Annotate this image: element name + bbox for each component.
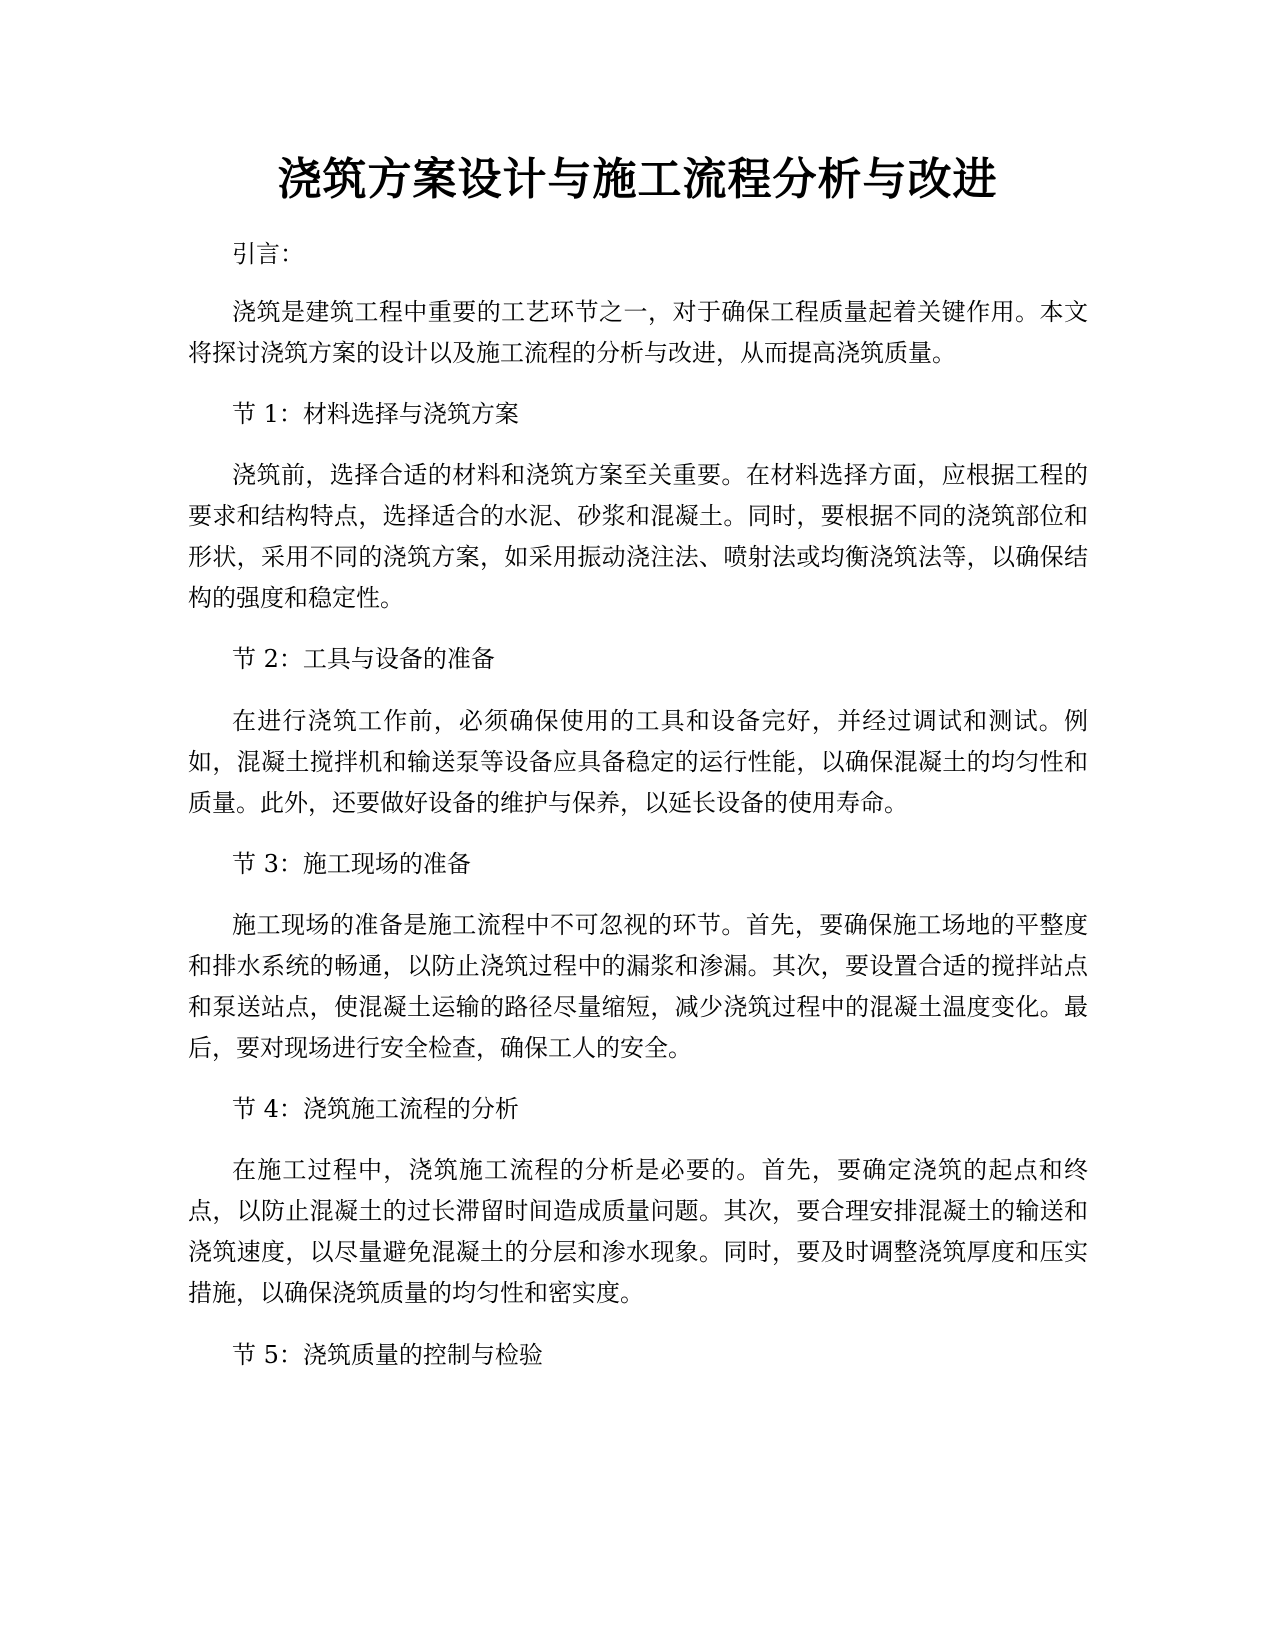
section-5-heading: 节 5：浇筑质量的控制与检验 [232,1341,543,1369]
intro-label: 引言： [232,240,304,268]
section-4-paragraph: 在施工过程中，浇筑施工流程的分析是必要的。首先，要确定浇筑的起点和终点，以防止混凝土的过长滞留时间造成质量问题。其次，要合理安排混凝土的输送和浇筑速度，以尽量避免混凝土的分层和渗水现象。同时，要及时调整浇筑厚度和压实措施，以确保浇筑质量的均匀性和密实度。 [188,1156,1088,1307]
section-1-heading: 节 1：材料选择与浇筑方案 [232,400,519,428]
section-3-paragraph: 施工现场的准备是施工流程中不可忽视的环节。首先，要确保施工场地的平整度和排水系统的畅通，以防止浇筑过程中的漏浆和渗漏。其次，要设置合适的搅拌站点和泵送站点，使混凝土运输的路径尽量缩短，减少浇筑过程中的混凝土温度变化。最后，要对现场进行安全检查，确保工人的安全。 [188,911,1088,1062]
intro-paragraph: 浇筑是建筑工程中重要的工艺环节之一，对于确保工程质量起着关键作用。本文将探讨浇筑方案的设计以及施工流程的分析与改进，从而提高浇筑质量。 [188,298,1088,367]
section-4-heading: 节 4：浇筑施工流程的分析 [232,1095,519,1123]
document-title: 浇筑方案设计与施工流程分析与改进 [277,154,998,205]
section-1-paragraph: 浇筑前，选择合适的材料和浇筑方案至关重要。在材料选择方面，应根据工程的要求和结构特点，选择适合的水泥、砂浆和混凝土。同时，要根据不同的浇筑部位和形状，采用不同的浇筑方案，如采用振动浇注法、喷射法或均衡浇筑法等，以确保结构的强度和稳定性。 [188,461,1088,612]
section-3-heading: 节 3：施工现场的准备 [232,850,471,878]
section-2-heading: 节 2：工具与设备的准备 [232,645,495,673]
section-2-paragraph: 在进行浇筑工作前，必须确保使用的工具和设备完好，并经过调试和测试。例如，混凝土搅拌机和输送泵等设备应具备稳定的运行性能，以确保混凝土的均匀性和质量。此外，还要做好设备的维护与保养，以延长设备的使用寿命。 [188,707,1088,817]
